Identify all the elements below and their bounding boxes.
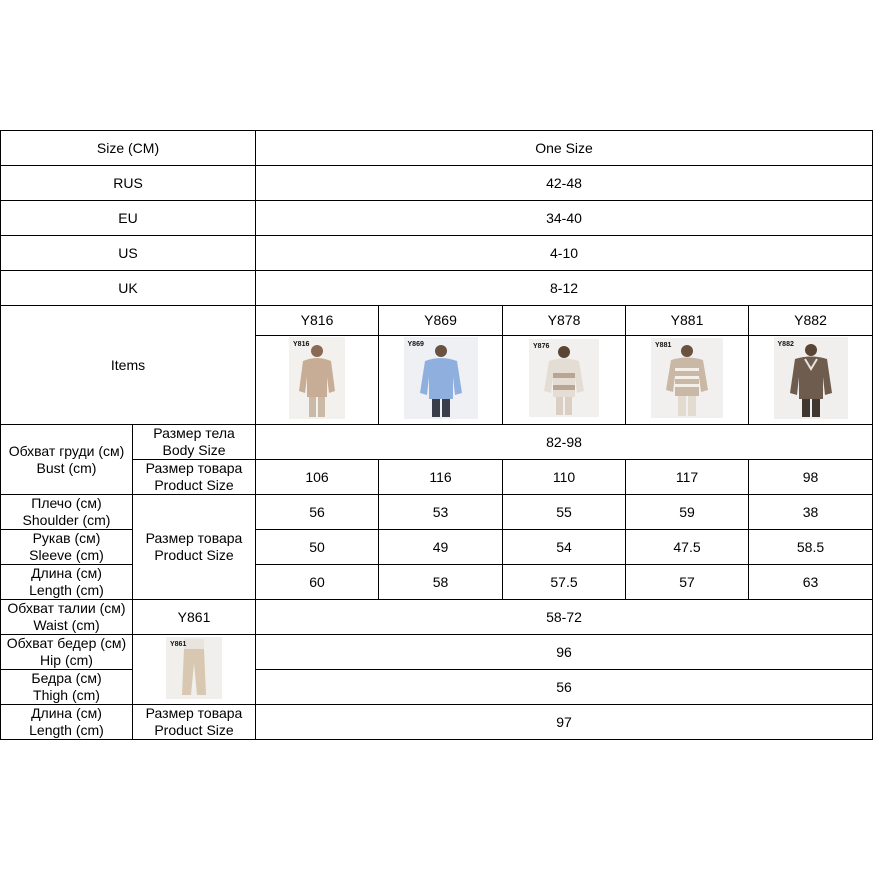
waist-label: [1, 600, 133, 635]
label-ru: Обхват талии (см): [7, 600, 126, 616]
label-en: Sleeve (cm): [29, 547, 104, 563]
label-en: Hip (cm): [40, 652, 93, 668]
table-cell: 60: [256, 565, 379, 600]
table-cell: 54: [503, 530, 626, 565]
region-label: EU: [1, 201, 256, 236]
product-photo-cell: [256, 336, 379, 425]
table-row: [1, 306, 873, 336]
sweater-photo-icon: [651, 338, 723, 418]
model-code: Y869: [379, 306, 503, 336]
sleeve-label: [1, 530, 133, 565]
size-header-label: Size (CM): [1, 131, 256, 166]
label-ru: Рукав (см): [32, 530, 101, 546]
table-row: [1, 201, 873, 236]
label-ru: Обхват груди (см): [8, 442, 125, 459]
label-en: Length (cm): [29, 582, 104, 598]
region-label: RUS: [1, 166, 256, 201]
label-ru: Размер тела: [153, 425, 235, 441]
pants-model-code: Y861: [133, 600, 256, 635]
table-cell: 110: [503, 460, 626, 495]
bust-label: [1, 425, 133, 495]
table-cell: 55: [503, 495, 626, 530]
table-cell: 58.5: [749, 530, 873, 565]
product-photo: [529, 339, 599, 417]
table-cell: 38: [749, 495, 873, 530]
product-photo-cell: [749, 336, 873, 425]
label-ru: Размер товара: [145, 705, 243, 721]
sweater-photo-icon: [289, 337, 345, 419]
table-cell: 106: [256, 460, 379, 495]
table-row: [1, 530, 873, 565]
pants-length-label: [1, 705, 133, 740]
region-value: 42-48: [256, 166, 873, 201]
product-size-label: [133, 705, 256, 740]
length-label: [1, 565, 133, 600]
model-code: Y881: [626, 306, 749, 336]
table-cell: 57.5: [503, 565, 626, 600]
table-row: [1, 600, 873, 635]
region-value: 4-10: [256, 236, 873, 271]
table-row: [1, 425, 873, 460]
thigh-label: [1, 670, 133, 705]
product-photo: [774, 337, 848, 419]
label-en: Product Size: [154, 722, 234, 738]
label-ru: Плечо (см): [31, 495, 102, 511]
product-photo: [651, 338, 723, 418]
table-row: [1, 131, 873, 166]
table-row: [1, 635, 873, 670]
pants-photo-cell: [133, 635, 256, 705]
body-size-value: 82-98: [256, 425, 873, 460]
label-en: Product Size: [154, 477, 234, 493]
table-cell: 117: [626, 460, 749, 495]
table-cell: 56: [256, 495, 379, 530]
photo-tag: Y869: [407, 341, 424, 348]
thigh-value: 56: [256, 670, 873, 705]
label-ru: Размер товара: [145, 460, 243, 476]
label-en: Shoulder (cm): [22, 512, 111, 528]
items-label: Items: [1, 306, 256, 425]
pants-length-value: 97: [256, 705, 873, 740]
label-ru: Длина (см): [31, 705, 102, 721]
product-photo-cell: [379, 336, 503, 425]
hip-label: [1, 635, 133, 670]
table-cell: 49: [379, 530, 503, 565]
table-cell: 53: [379, 495, 503, 530]
sweater-photo-icon: [404, 337, 478, 419]
table-cell: 63: [749, 565, 873, 600]
region-value: 34-40: [256, 201, 873, 236]
waist-value: 58-72: [256, 600, 873, 635]
product-size-label: [133, 460, 256, 495]
table-cell: 47.5: [626, 530, 749, 565]
photo-tag: Y876: [533, 343, 550, 350]
label-en: Bust (cm): [36, 459, 97, 476]
product-photo: [404, 337, 478, 419]
hip-value: 96: [256, 635, 873, 670]
table-cell: 50: [256, 530, 379, 565]
photo-tag: Y882: [777, 341, 794, 348]
shoulder-label: [1, 495, 133, 530]
table-row: [1, 236, 873, 271]
label-en: Body Size: [162, 442, 226, 458]
model-code: Y882: [749, 306, 873, 336]
table-row: [1, 565, 873, 600]
table-cell: 116: [379, 460, 503, 495]
region-value: 8-12: [256, 271, 873, 306]
table-row: [1, 670, 873, 705]
sweater-photo-icon: [774, 337, 848, 419]
label-ru: Бедра (см): [31, 670, 102, 686]
table-row: [1, 495, 873, 530]
pants-photo: [166, 637, 222, 699]
label-en: Thigh (cm): [33, 687, 100, 703]
table-row: [1, 166, 873, 201]
photo-tag: Y816: [293, 341, 310, 348]
label-ru: Длина (см): [31, 565, 102, 581]
table-cell: 98: [749, 460, 873, 495]
product-photo-cell: [503, 336, 626, 425]
table-row: [1, 705, 873, 740]
product-photo: [289, 337, 345, 419]
body-size-label: [133, 425, 256, 460]
label-ru: Обхват бедер (см): [6, 635, 127, 651]
table-cell: 57: [626, 565, 749, 600]
table-cell: 59: [626, 495, 749, 530]
photo-tag: Y881: [655, 342, 672, 349]
model-code: Y878: [503, 306, 626, 336]
label-en: Waist (cm): [33, 617, 100, 633]
product-photo-cell: [626, 336, 749, 425]
model-code: Y816: [256, 306, 379, 336]
photo-tag: Y861: [170, 640, 187, 648]
table-row: [1, 271, 873, 306]
label-en: Product Size: [154, 547, 234, 563]
region-label: US: [1, 236, 256, 271]
size-chart-table: [0, 130, 873, 740]
label-en: Length (cm): [29, 722, 104, 738]
region-label: UK: [1, 271, 256, 306]
table-cell: 58: [379, 565, 503, 600]
label-ru: Размер товара: [145, 530, 243, 546]
one-size-header: One Size: [256, 131, 873, 166]
product-size-label: [133, 495, 256, 600]
